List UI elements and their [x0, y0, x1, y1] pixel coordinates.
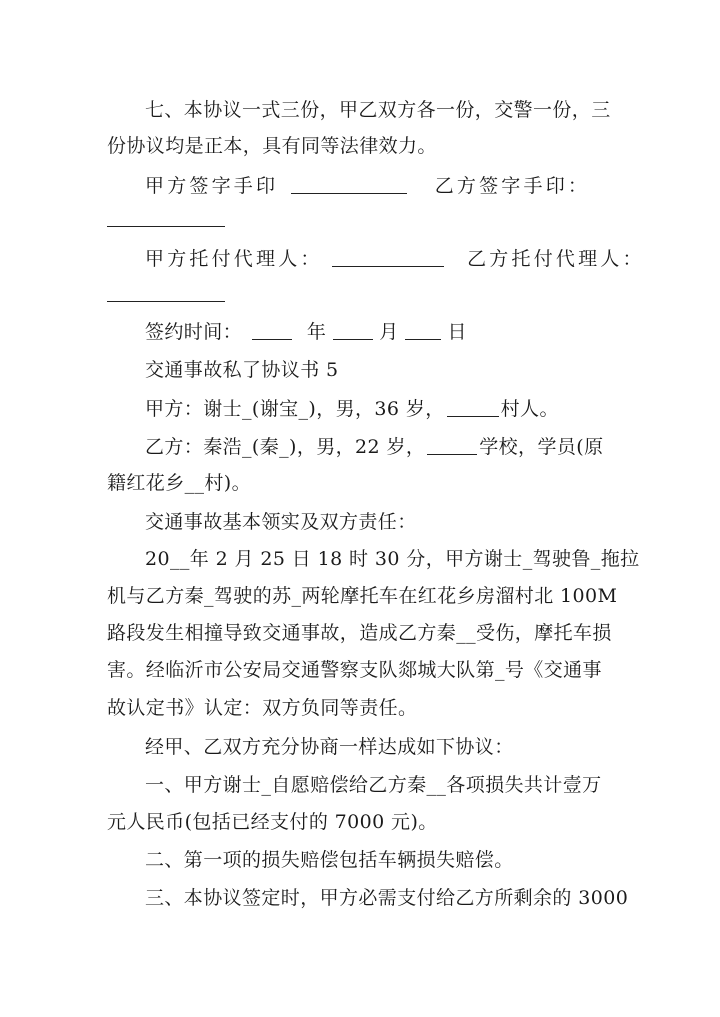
party-b-suffix: 学校，学员(原	[479, 436, 604, 458]
text-line: 份协议均是正本，具有同等法律效力。	[107, 135, 437, 157]
agent-line	[145, 247, 645, 271]
text-line: 交通事故基本领实及双方责任：	[145, 511, 417, 533]
party-a-agent-label: 甲方托付代理人：	[145, 248, 323, 270]
fill-blank	[427, 436, 477, 455]
date-blank	[405, 321, 441, 340]
text-line: 元人民币(包括已经支付的 7000 元)。	[107, 811, 438, 833]
party-a-line	[145, 397, 612, 421]
text-line: 三、本协议签定时，甲方必需支付给乙方所剩余的 3000	[145, 887, 629, 909]
text-line: 害。经临沂市公安局交通警察支队郯城大队第_号《交通事	[107, 659, 602, 681]
signature-blank	[291, 175, 407, 194]
text-line: 一、甲方谢士_自愿赔偿给乙方秦__各项损失共计壹万	[145, 774, 602, 796]
month-label: 月	[379, 321, 399, 343]
date-blank	[333, 321, 373, 340]
date-blank	[252, 321, 292, 340]
text-line: 20__年 2 月 25 日 18 时 30 分，甲方谢士_驾驶鲁_拖拉	[145, 548, 640, 570]
party-a-suffix: 村人。	[500, 398, 559, 420]
signing-date-label: 签约时间：	[145, 321, 243, 343]
signature-blank	[107, 226, 225, 227]
signing-date-line	[145, 320, 612, 344]
party-a-text: 甲方：谢士_(谢宝_)，男，36 岁，	[145, 398, 445, 420]
party-b-signature-label: 乙方签字手印：	[434, 175, 591, 197]
party-b-text: 乙方：秦浩_(秦_)，男，22 岁，	[145, 436, 426, 458]
section-title: 交通事故私了协议书 5	[145, 359, 339, 381]
party-b-line	[145, 435, 612, 459]
text-line: 七、本协议一式三份，甲乙双方各一份，交警一份，三	[145, 99, 611, 121]
text-line: 路段发生相撞导致交通事故，造成乙方秦__受伤，摩托车损	[107, 622, 612, 644]
signature-blank	[332, 248, 444, 267]
signature-blank	[107, 301, 225, 302]
text-line: 机与乙方秦_驾驶的苏_两轮摩托车在红花乡房溜村北 100M	[107, 585, 618, 607]
text-line: 故认定书》认定：双方负同等责任。	[107, 697, 418, 719]
year-label: 年	[306, 321, 327, 343]
text-line: 籍红花乡__村)。	[107, 472, 252, 494]
day-label: 日	[447, 321, 467, 343]
text-line: 经甲、乙双方充分协商一样达成如下协议：	[145, 736, 514, 758]
party-a-signature-label: 甲方签字手印	[145, 175, 279, 197]
party-b-agent-label: 乙方托付代理人：	[467, 248, 645, 270]
signature-line	[145, 174, 612, 198]
text-line: 二、第一项的损失赔偿包括车辆损失赔偿。	[145, 849, 514, 871]
fill-blank	[447, 398, 499, 417]
